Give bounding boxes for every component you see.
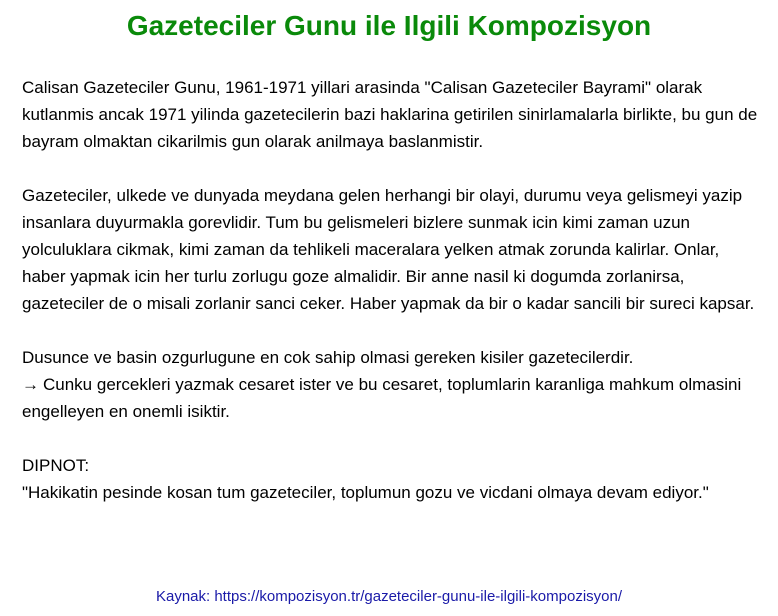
paragraph-footnote (22, 452, 762, 506)
paragraph-text: Cunku gercekleri yazmak cesaret ister ve bu cesaret, toplumlarin karanliga mahkum olmasini engelleyen en onemli isiktir. (22, 375, 742, 421)
paragraph-text: Calisan Gazeteciler Gunu, 1961-1971 yillari arasinda "Calisan Gazeteciler Bayrami" olarak kutlanmis ancak 1971 yilinda gazetecilerin bazi haklarina getirilen sinirlamalarla birlikte, bu gun de bayram olmaktan cikarilmis gun olarak anilmaya baslanmistir. (22, 78, 758, 151)
paragraph-intro (22, 74, 762, 155)
paragraph-arrow-line (22, 371, 762, 425)
paragraph-text: Gazeteciler, ulkede ve dunyada meydana gelen herhangi bir olayi, durumu veya gelismeyi yazip insanlara duyurmakla gorevlidir. Tum bu gelismeleri bizlere sunmak icin kimi zaman uzun yolculuklara cikmak, kimi zaman da tehlikeli maceralara yelken atmak zorunda kalirlar. Onlar, haber yapmak icin her turlu zorlugu goze almalidir. Bir anne nasil ki dogumda zorlanirsa, gazeteciler de o misali zorlanir sanci ceker. Haber yapmak da bir o kadar sancili bir sureci kapsar. (22, 186, 755, 313)
paragraph-freedom (22, 344, 762, 425)
footnote-label: DIPNOT: (22, 456, 90, 475)
footnote-quote: "Hakikatin pesinde kosan tum gazeteciler, toplumun gozu ve vicdani olmaya devam ediyor." (22, 483, 709, 502)
right-arrow-icon: → (22, 375, 39, 394)
source-link[interactable]: Kaynak: https://kompozisyon.tr/gazeteciler-gunu-ile-ilgili-kompozisyon/ (155, 588, 623, 605)
paragraph-text: Dusunce ve basin ozgurlugune en cok sahip olmasi gereken kisiler gazetecilerdir. (22, 348, 634, 367)
paragraph-journalists (22, 182, 762, 317)
article-body (22, 74, 762, 506)
page-title: Gazeteciler Gunu ile Ilgili Kompozisyon (126, 10, 652, 41)
source-footer (0, 586, 778, 608)
